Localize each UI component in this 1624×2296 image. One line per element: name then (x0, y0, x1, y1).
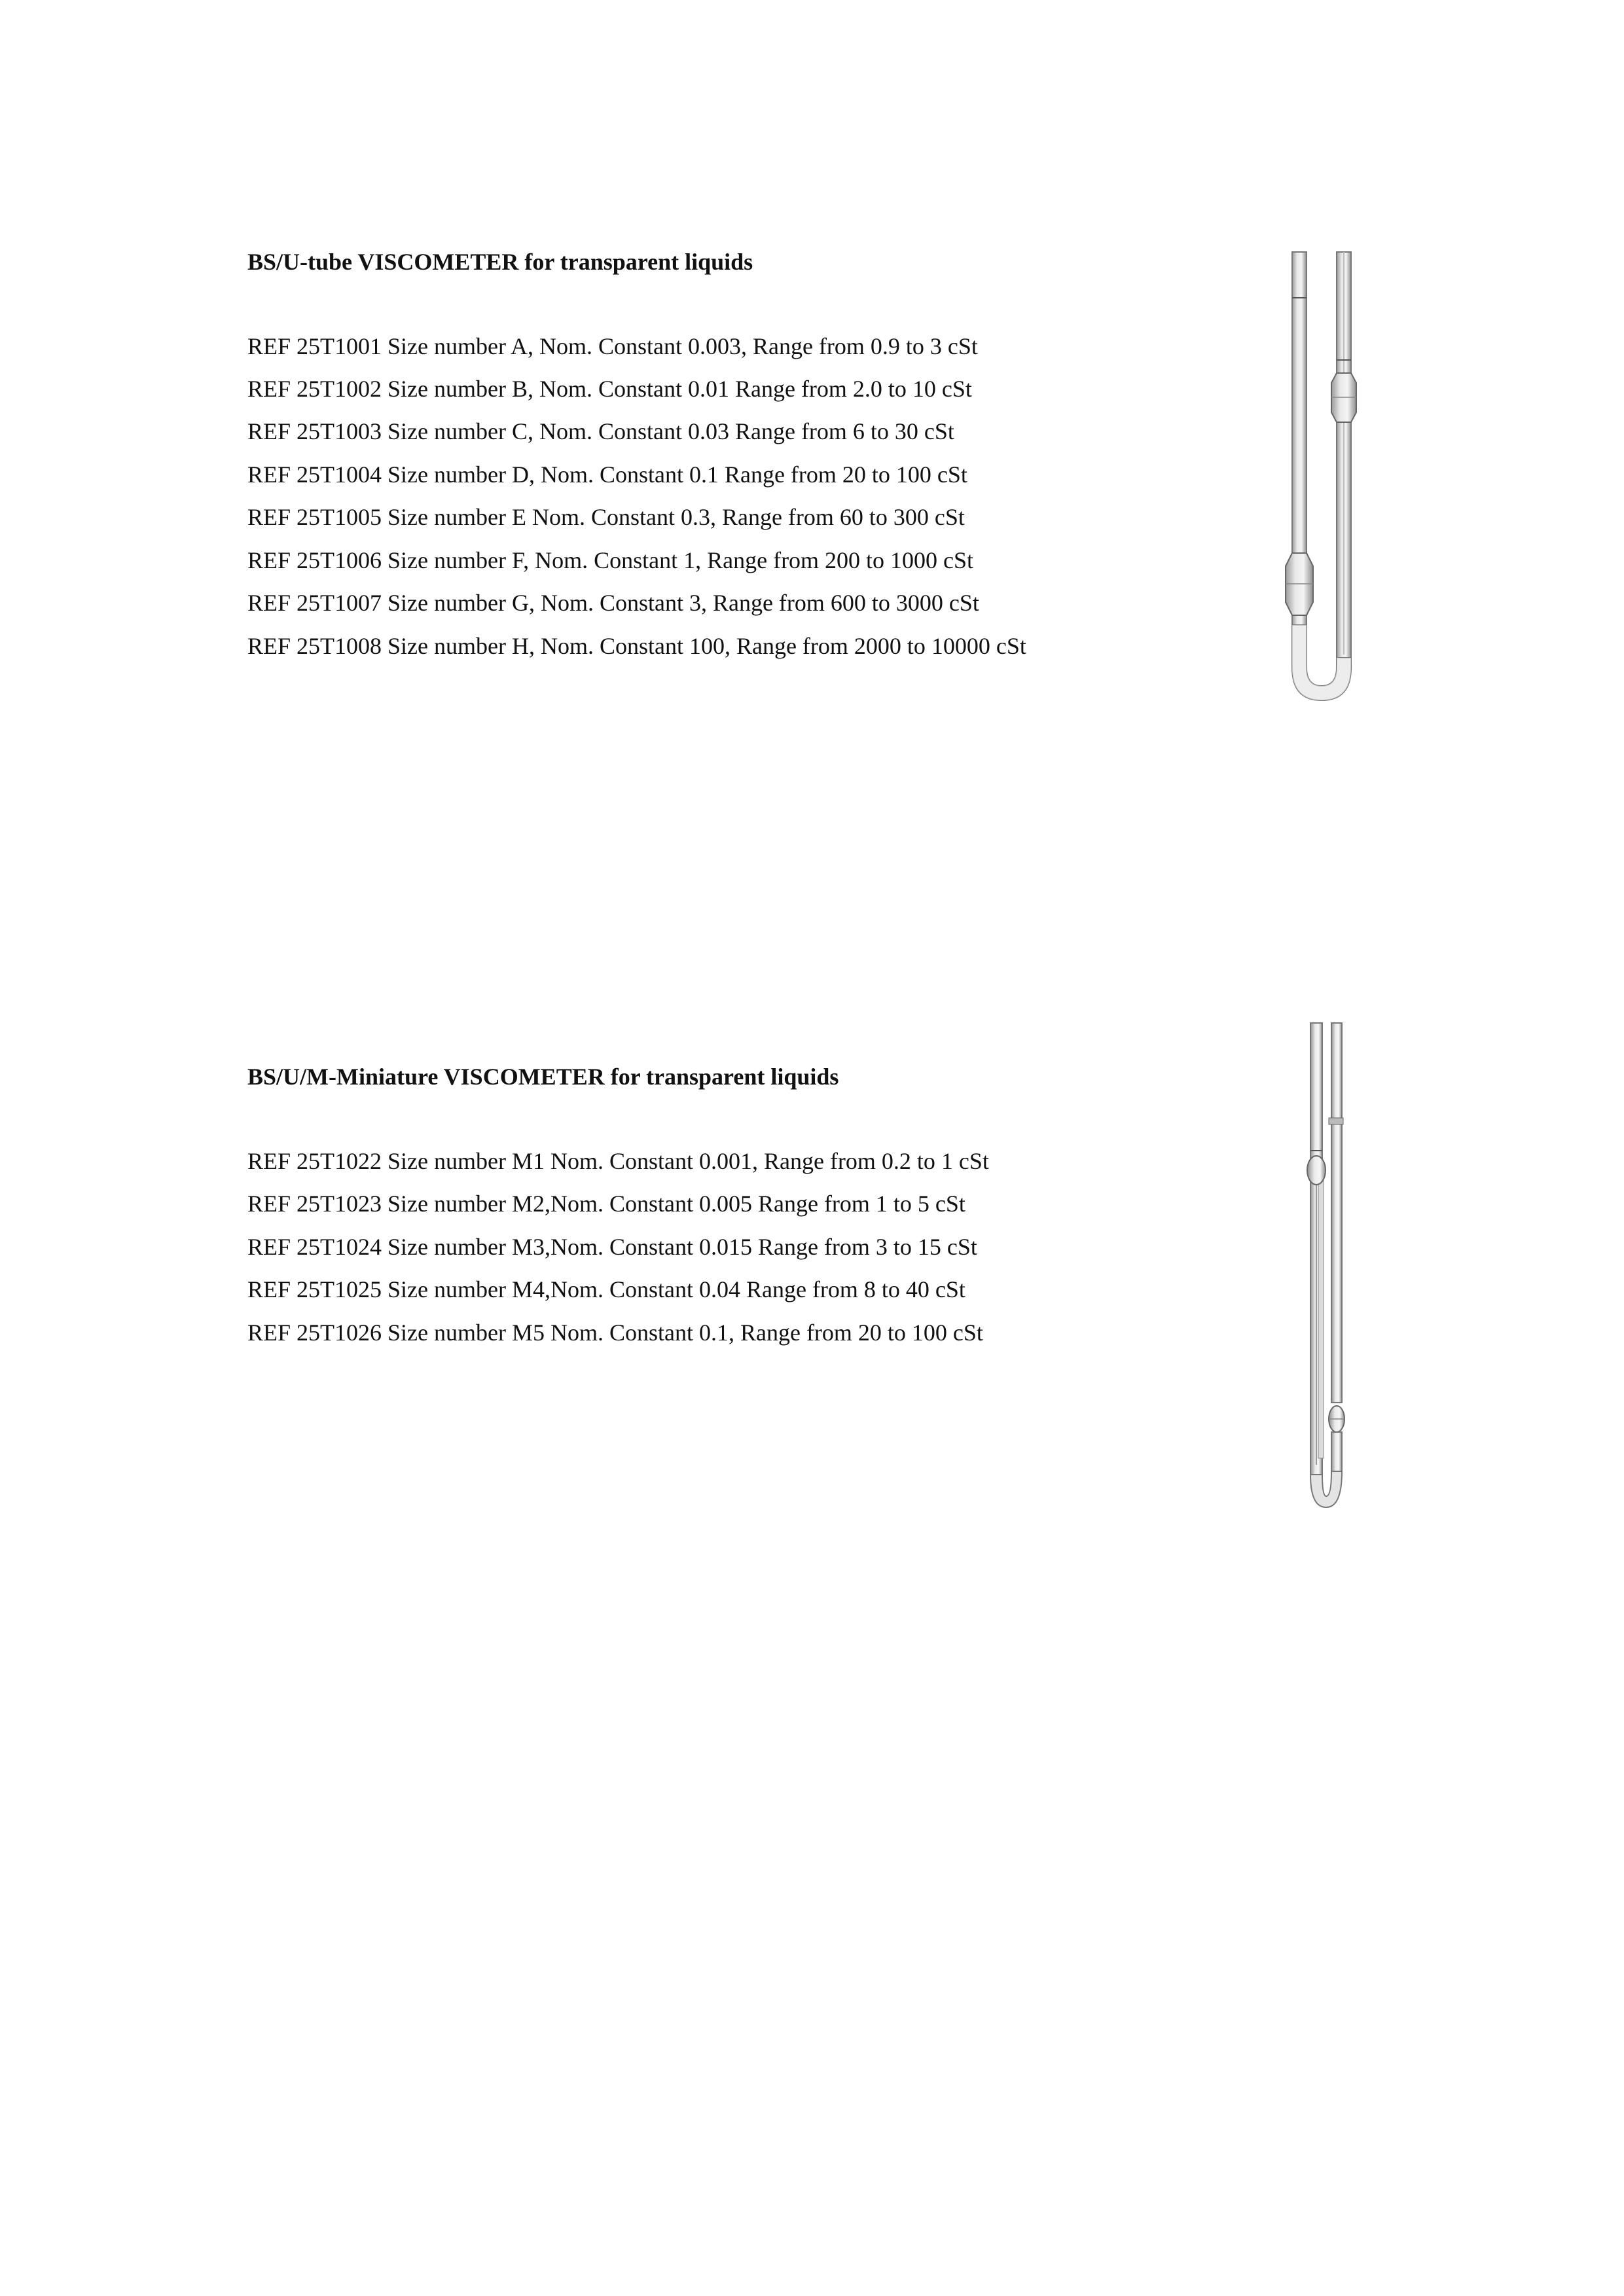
product-line: REF 25T1006 Size number F, Nom. Constant 1, Range from 200 to 1000 cSt (247, 547, 974, 573)
section-title-miniature: BS/U/M-Miniature VISCOMETER for transparent liquids (247, 1064, 839, 1090)
product-line: REF 25T1026 Size number M5 Nom. Constant 0.1, Range from 20 to 100 cSt (247, 1319, 983, 1346)
product-line: REF 25T1004 Size number D, Nom. Constant 0.1 Range from 20 to 100 cSt (247, 461, 967, 488)
product-line: REF 25T1025 Size number M4,Nom. Constant 0.04 Range from 8 to 40 cSt (247, 1276, 965, 1302)
miniature-viscometer-icon (1303, 1020, 1362, 1517)
product-line: REF 25T1002 Size number B, Nom. Constant 0.01 Range from 2.0 to 10 cSt (247, 376, 972, 402)
product-line: REF 25T1001 Size number A, Nom. Constant 0.003, Range from 0.9 to 3 cSt (247, 333, 978, 359)
product-line: REF 25T1007 Size number G, Nom. Constant 3, Range from 600 to 3000 cSt (247, 590, 979, 616)
product-line: REF 25T1008 Size number H, Nom. Constant 100, Range from 2000 to 10000 cSt (247, 633, 1026, 659)
product-line: REF 25T1022 Size number M1 Nom. Constant 0.001, Range from 0.2 to 1 cSt (247, 1148, 989, 1174)
product-line: REF 25T1003 Size number C, Nom. Constant 0.03 Range from 6 to 30 cSt (247, 418, 954, 444)
product-line: REF 25T1024 Size number M3,Nom. Constant 0.015 Range from 3 to 15 cSt (247, 1234, 977, 1260)
product-line: REF 25T1023 Size number M2,Nom. Constant 0.005 Range from 1 to 5 cSt (247, 1191, 965, 1217)
section-title-u-tube: BS/U-tube VISCOMETER for transparent liquids (247, 249, 753, 275)
product-line: REF 25T1005 Size number E Nom. Constant 0.3, Range from 60 to 300 cSt (247, 504, 965, 530)
u-tube-viscometer-icon (1283, 249, 1362, 713)
